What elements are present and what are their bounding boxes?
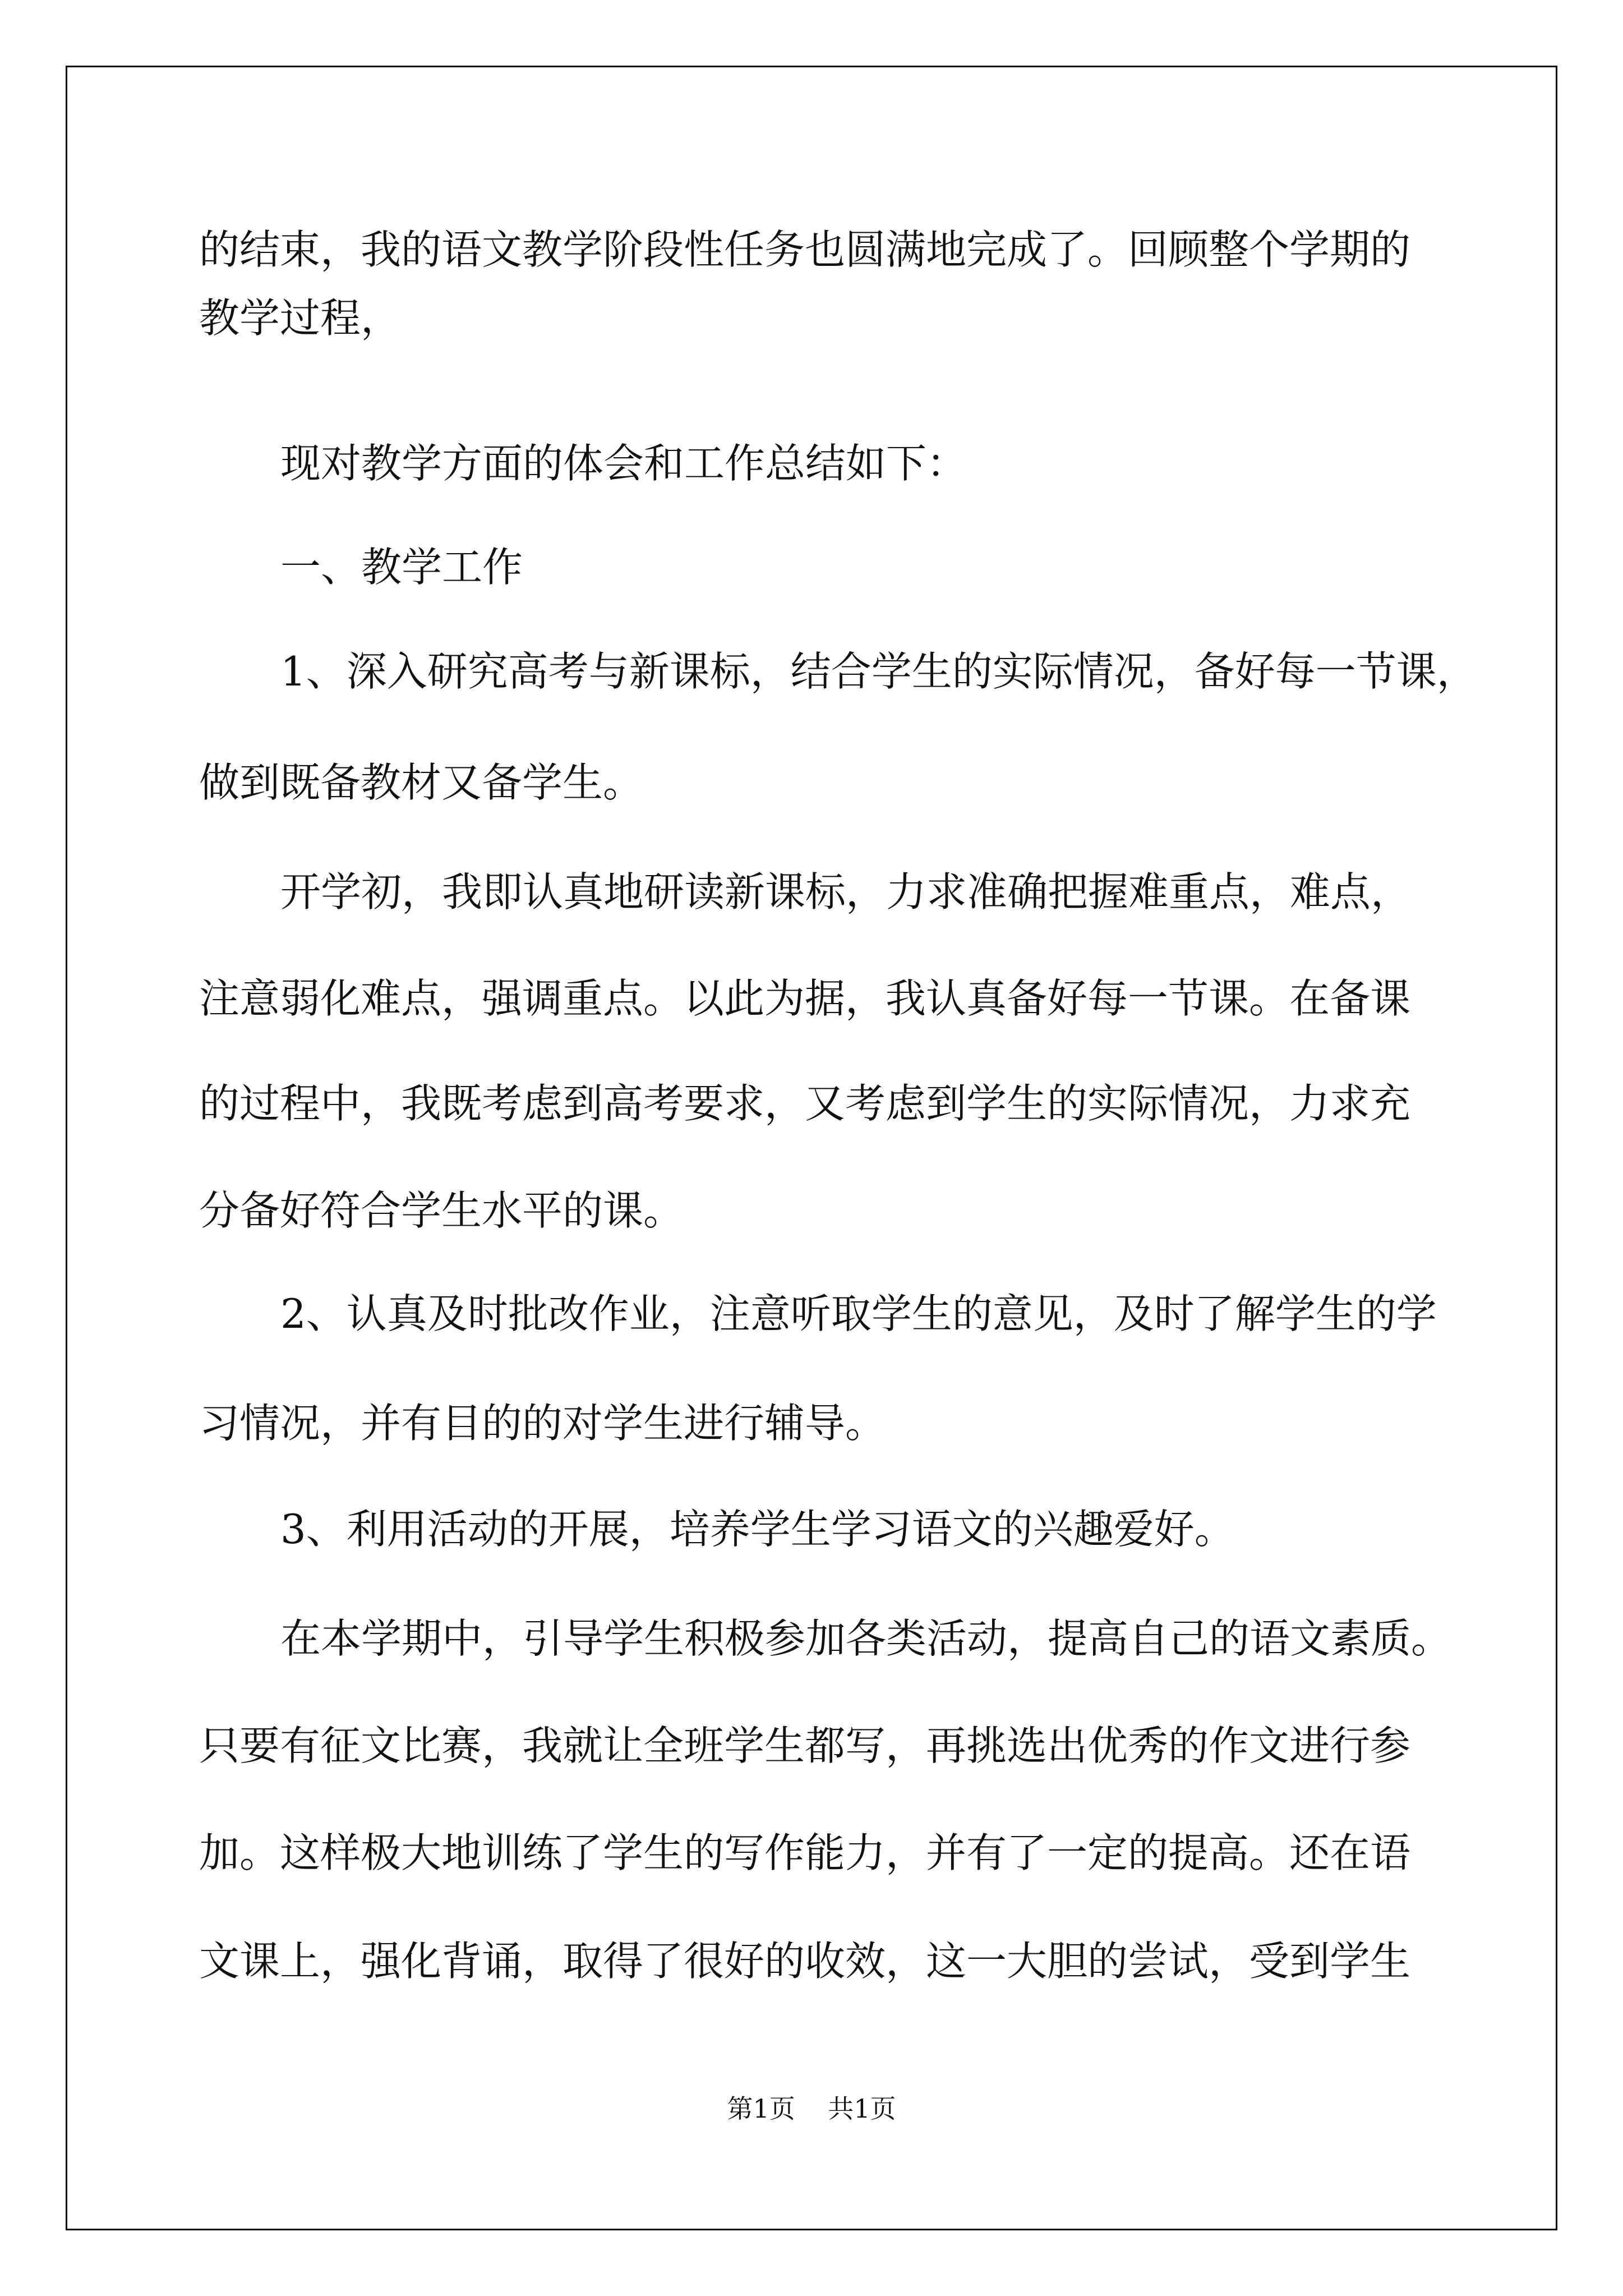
text-line: 一、教学工作 [280,544,523,591]
text-line: 习情况，并有目的的对学生进行辅导。 [199,1400,886,1447]
text-line: 做到既备教材又备学生。 [199,759,644,806]
text-line: 在本学期中，引导学生积极参加各类活动，提高自己的语文素质。 [280,1615,1452,1662]
text-line: 文课上，强化背诵，取得了很好的收效，这一大胆的尝试，受到学生 [199,1938,1411,1985]
text-line: 现对教学方面的体会和工作总结如下： [280,440,967,487]
text-line: 只要有征文比赛，我就让全班学生都写，再挑选出优秀的作文进行参 [199,1722,1411,1769]
text-line: 3、利用活动的开展，培养学生学习语文的兴趣爱好。 [280,1506,1235,1553]
text-line: 加。这样极大地训练了学生的写作能力，并有了一定的提高。还在语 [199,1829,1411,1876]
text-line: 的过程中，我既考虑到高考要求，又考虑到学生的实际情况，力求充 [199,1080,1411,1127]
page-footer: 第1页 共1页 [727,2093,896,2124]
text-line: 2、认真及时批改作业，注意听取学生的意见，及时了解学生的学 [280,1290,1437,1337]
page-border [66,66,1557,2230]
text-line: 1、深入研究高考与新课标，结合学生的实际情况，备好每一节课， [280,648,1477,695]
text-line: 开学初，我即认真地研读新课标，力求准确把握难重点，难点， [280,868,1412,915]
text-line: 教学过程， [199,295,402,342]
text-line: 的结束，我的语文教学阶段性任务也圆满地完成了。回顾整个学期的 [199,226,1411,273]
text-line: 注意弱化难点，强调重点。以此为据，我认真备好每一节课。在备课 [199,975,1411,1022]
text-line: 分备好符合学生水平的课。 [199,1187,684,1234]
